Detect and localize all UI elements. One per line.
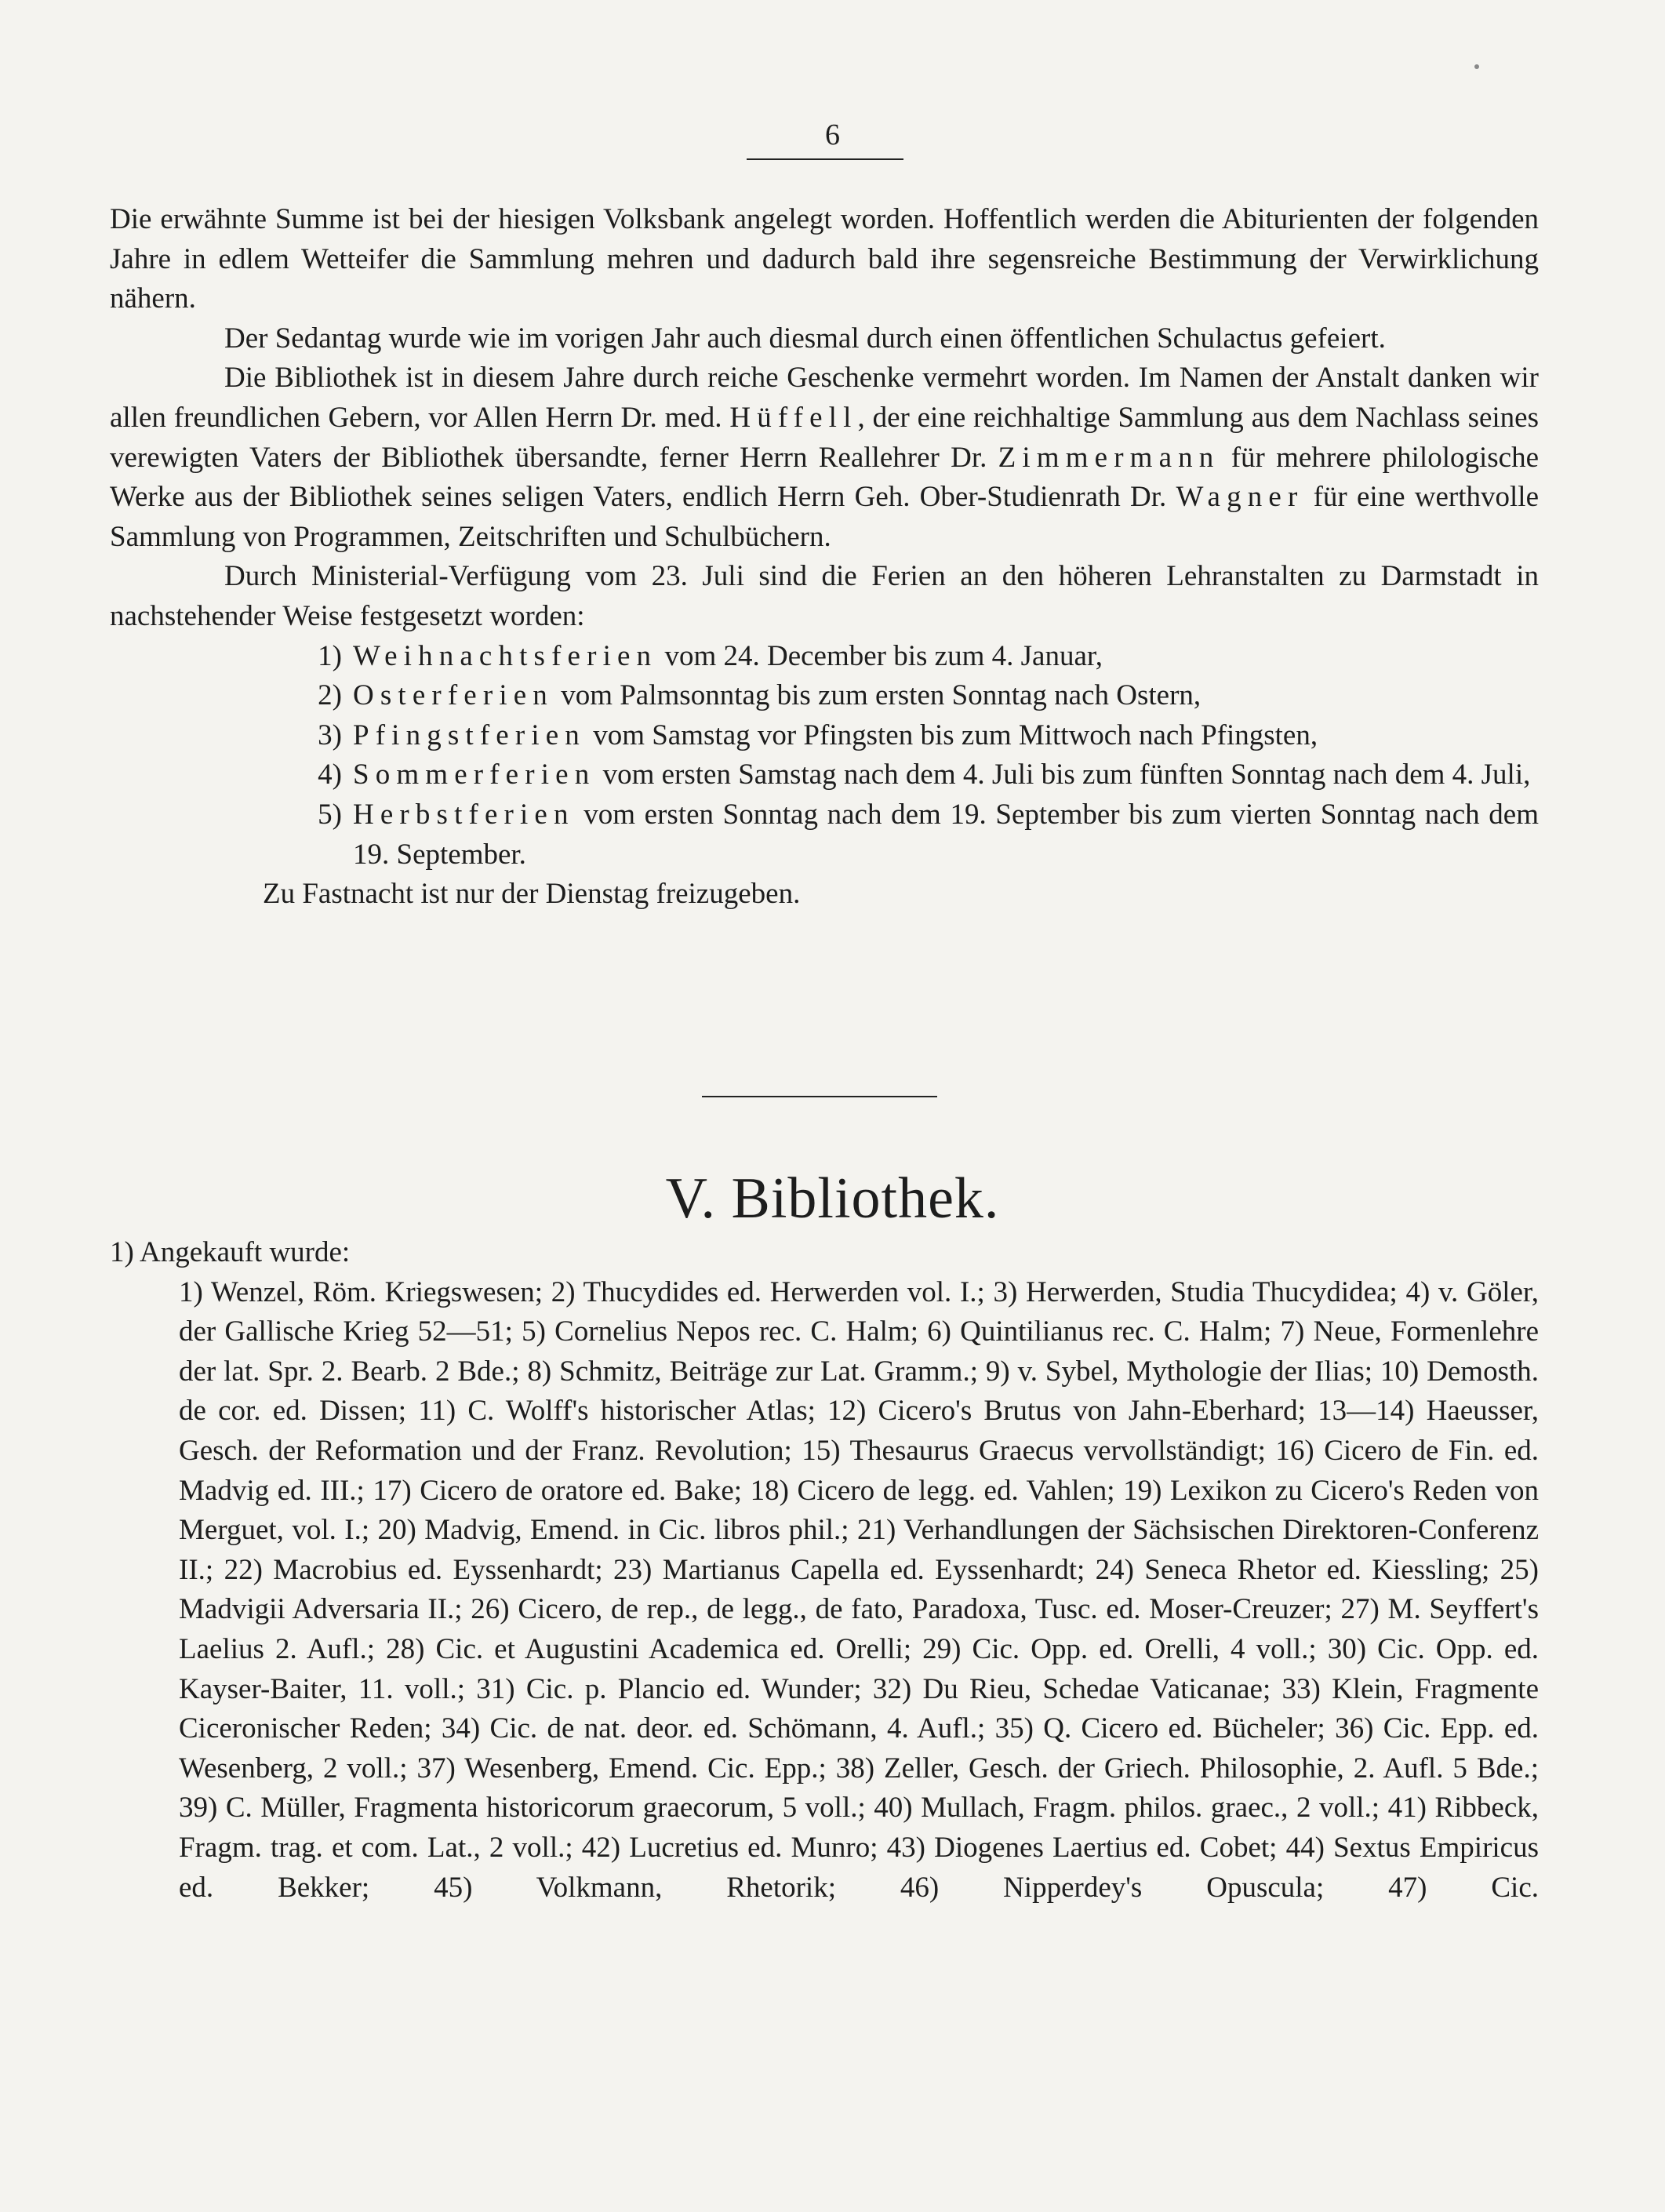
holiday-item: 2) Osterferien vom Palmsonntag bis zum ersten Sonntag nach Ostern, bbox=[318, 679, 1201, 712]
paragraph-volksbank: Die erwähnte Summe ist bei der hiesigen Volksbank angelegt worden. Hoffentlich werden die Abiturienten der folgenden Jahre in edlem Wetteifer die Sammlung mehren und dadurch bald ihre segensreiche Bestimmung der Verwirklichung nähern. bbox=[110, 203, 1539, 315]
page-number-rule bbox=[747, 158, 903, 160]
section-divider bbox=[702, 1096, 937, 1097]
intro-text bbox=[110, 200, 1539, 915]
paragraph-bibliothek-geschenke: Die Bibliothek ist in diesem Jahre durch reiche Geschenke vermehrt worden. Im Namen der Anstalt danken wir allen freundlichen Gebern, vor Allen Herrn Dr. med. Hüffell, der eine reichhaltige Sammlung aus dem Nachlass seines verewigten Vaters der Bibliothek übersandte, ferner Herrn Reallehrer Dr. Zimmermann für mehrere philologische Werke aus der Bibliothek seines seligen Vaters, endlich Herrn Geh. Ober-Studienrath Dr. Wagner für eine werthvolle Sammlung von Programmen, Zeitschriften und Schulbüchern. bbox=[110, 362, 1539, 553]
holiday-item: 4) Sommerferien vom ersten Samstag nach dem 4. Juli bis zum fünften Sonntag nach dem 4. Juli, bbox=[318, 759, 1531, 791]
scan-speck bbox=[1474, 64, 1479, 69]
donor-zimmermann: Zimmermann bbox=[998, 441, 1220, 474]
holiday-item: 5) Herbstferien vom ersten Sonntag nach dem 19. September bis zum vierten Sonntag nach dem 19. September. bbox=[318, 798, 1539, 871]
library-purchases: 1) Wenzel, Röm. Kriegswesen; 2) Thucydides ed. Herwerden vol. I.; 3) Herwerden, Studia Thucydidea; 4) v. Göler, der Gallische Krieg 52—51; 5) Cornelius Nepos rec. C. Halm; 6) Quintilianus rec. C. Halm; 7) Neue, Formenlehre der lat. Spr. 2. Bearb. 2 Bde.; 8) Schmitz, Beiträge zur Lat. Gramm.; 9) v. Sybel, Mythologie der Ilias; 10) Demosth. de cor. ed. Dissen; 11) C. Wolff's historischer Atlas; 12) Cicero's Brutus von Jahn-Eberhard; 13—14) Haeusser, Gesch. der Reformation und der Franz. Revolution; 15) Thesaurus Graecus vervollständigt; 16) Cicero de Fin. ed. Madvig ed. III.; 17) Cicero de oratore ed. Bake; 18) Cicero de legg. ed. Vahlen; 19) Lexikon zu Cicero's Reden von Merguet, vol. I.; 20) Madvig, Emend. in Cic. libros phil.; 21) Verhandlungen der Sächsischen Direktoren-Conferenz II.; 22) Macrobius ed. Eyssenhardt; 23) Martianus Capella ed. Eyssenhardt; 24) Seneca Rhetor ed. Kiessling; 25) Madvigii Adversaria II.; 26) Cicero, de rep., de legg., de fato, Paradoxa, Tusc. ed. Moser-Creuzer; 27) M. Seyffert's Laelius 2. Aufl.; 28) Cic. et Augustini Academica ed. Orelli; 29) Cic. Opp. ed. Orelli, 4 voll.; 30) Cic. Opp. ed. Kayser-Baiter, 11. voll.; 31) Cic. p. Plancio ed. Wunder; 32) Du Rieu, Schedae Vaticanae; 33) Klein, Fragmente Ciceronischer Reden; 34) Cic. de nat. deor. ed. Schömann, 4. Aufl.; 35) Q. Cicero ed. Bücheler; 36) Cic. Epp. ed. Wesenberg, 2 voll.; 37) Wesenberg, Emend. Cic. Epp.; 38) Zeller, Gesch. der Griech. Philosophie, 2. Aufl. 5 Bde.; 39) C. Müller, Fragmenta historicorum graecorum, 5 voll.; 40) Mullach, Fragm. philos. graec., 2 voll.; 41) Ribbeck, Fragm. trag. et com. Lat., 2 voll.; 42) Lucretius ed. Munro; 43) Diogenes Laertius ed. Cobet; 44) Sextus Empiricus ed. Bekker; 45) Volkmann, Rhetorik; 46) Nipperdey's Opuscula; 47) Cic. bbox=[179, 1275, 1539, 1904]
holiday-item: 3) Pfingstferien vom Samstag vor Pfingsten bis zum Mittwoch nach Pfingsten, bbox=[318, 719, 1318, 751]
fastnacht-note: Zu Fastnacht ist nur der Dienstag freizugeben. bbox=[263, 878, 801, 911]
paragraph-sedantag: Der Sedantag wurde wie im vorigen Jahr auch diesmal durch einen öffentlichen Schulactus gefeiert. bbox=[224, 322, 1386, 355]
page-number: 6 bbox=[825, 118, 840, 151]
holiday-list bbox=[278, 637, 1539, 875]
holiday-item: 1) Weihnachtsferien vom 24. December bis zum 4. Januar, bbox=[318, 639, 1103, 672]
library-heading: 1) Angekauft wurde: bbox=[110, 1236, 351, 1268]
section-title: V. Bibliothek. bbox=[665, 1166, 1000, 1231]
library-section bbox=[110, 1233, 1539, 1908]
donor-wagner: Wagner bbox=[1176, 481, 1304, 514]
donor-hueffell: Hüffell bbox=[729, 401, 858, 434]
paragraph-ferien: Durch Ministerial-Verfügung vom 23. Juli sind die Ferien an den höheren Lehranstalten zu Darmstadt in nachstehender Weise festgesetzt worden: bbox=[110, 560, 1539, 632]
